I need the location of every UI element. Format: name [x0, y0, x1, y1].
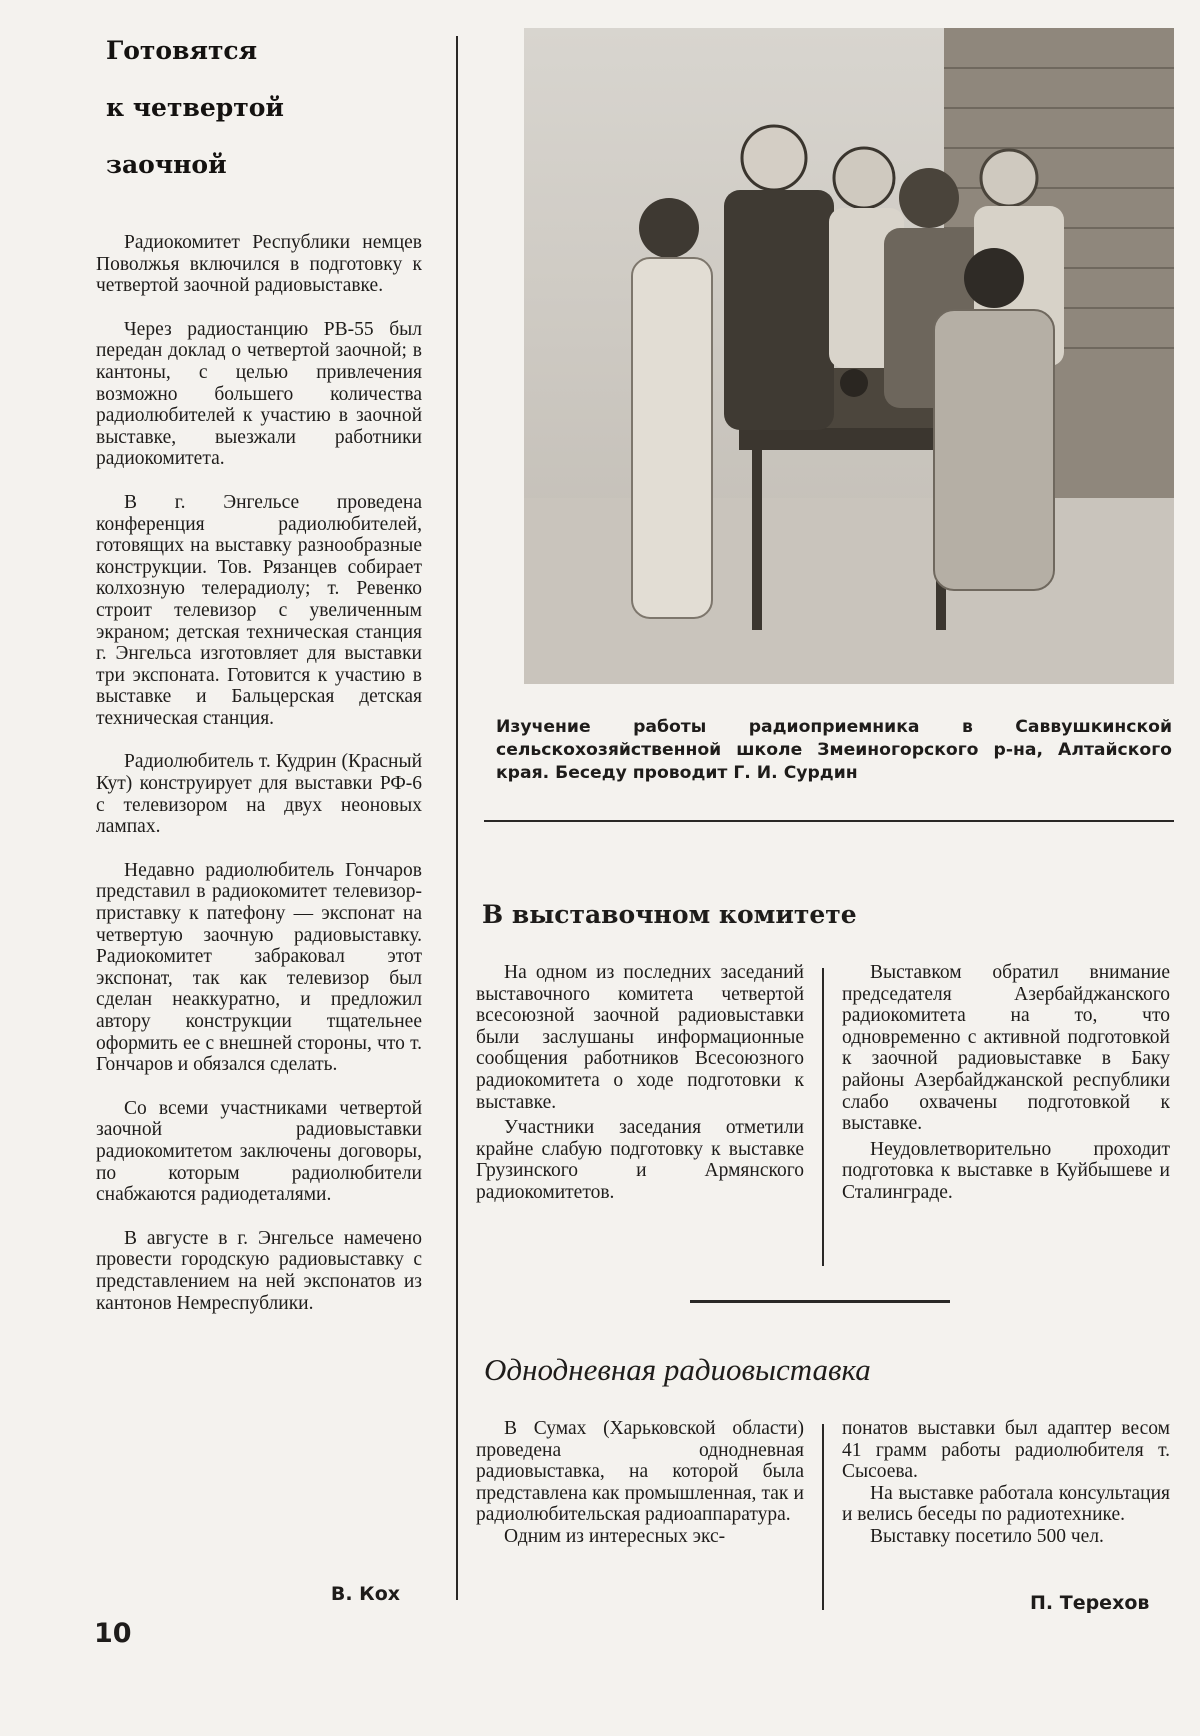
- left-paragraph-6: Со всеми участниками четвертой заочной радиовыставки радиокомитетом заключены договоры, по которым радиолюбители снабжаются радиодеталями.: [96, 1097, 422, 1206]
- left-paragraph-1: Радиокомитет Республики немцев Поволжья включился в подготовку к четвертой заочной радиовыставке.: [96, 232, 422, 297]
- left-paragraph-2: Через радиостанцию РВ-55 был передан доклад о четвертой заочной; в кантоны, с целью привлечения возможно большего количества радиолюбителей к участию в заочной выставке, выезжали работники радиокомитета.: [96, 318, 422, 470]
- committee-column-1: [476, 962, 804, 1204]
- left-column-divider: [456, 36, 458, 1600]
- committee-paragraph-3: Выставком обратил внимание председателя Азербайджанского радиокомитета на то, что одновременно с активной подготовкой к заочной радиовыставке в Баку районы Азербайджанской республики слабо охвачены подготовкой к выставке.: [842, 962, 1170, 1135]
- oneday-paragraph-1: В Сумах (Харьковской области) проведена однодневная радиовыставка, на которой была представлена как промышленная, так и радиолюбительская радиоаппаратура.: [476, 1418, 804, 1526]
- oneday-article-title: Однодневная радиовыставка: [484, 1352, 871, 1387]
- photo-caption: Изучение работы радиоприемника в Саввушкинской сельскохозяйственной школе Змеиногорского р-на, Алтайского края. Беседу проводит Г. И. Сурдин: [496, 717, 1172, 783]
- left-paragraph-5: Недавно радиолюбитель Гончаров представил в радиокомитет телевизор-приставку к патефону — экспонат на четвертую заочную радиовыставку. Радиокомитет забраковал этот экспонат, так как телевизор был сделан неаккуратно, и предложил автору конструкции тщательнее оформить ее с внешней стороны, что т. Гончаров и обязался сделать.: [96, 859, 422, 1076]
- photo-illustration: [524, 28, 1174, 684]
- title-line-2: к четвертой: [106, 93, 284, 122]
- section-separator: [690, 1300, 950, 1303]
- oneday-paragraph-5: Выставку посетило 500 чел.: [870, 1525, 1104, 1547]
- committee-paragraph-2: Участники заседания отметили крайне слабую подготовку к выставке Грузинского и Армянского радиокомитетов.: [476, 1117, 804, 1203]
- left-paragraph-7: В августе в г. Энгельсе намечено провести городскую радиовыставку с представлением на ней экспонатов из кантонов Немреспублики.: [96, 1227, 422, 1314]
- left-paragraph-3: В г. Энгельсе проведена конференция радиолюбителей, готовящих на выставку разнообразные конструкции. Тов. Рязанцев собирает колхозную телерадиолу; т. Ревенко строит телевизор с увеличенным экраном; детская техническая станция г. Энгельса изготовляет для выставки три экспоната. Готовится к участию в выставке и Бальцерская детская техническая станция.: [96, 491, 422, 729]
- oneday-column-1: [476, 1418, 804, 1548]
- left-article-body: [96, 232, 422, 1336]
- oneday-paragraph-2: Одним из интересных экс-: [504, 1525, 726, 1547]
- oneday-column-2: [842, 1418, 1170, 1548]
- left-article-signature: В. Кох: [330, 1583, 400, 1605]
- committee-article-title: В выставочном комитете: [482, 900, 857, 929]
- caption-divider: [484, 820, 1174, 822]
- oneday-column-divider: [822, 1424, 824, 1610]
- oneday-paragraph-4: На выставке работала консультация и велись беседы по радиотехнике.: [842, 1482, 1170, 1526]
- left-article-title: [106, 22, 406, 193]
- photo-radio-class: [524, 28, 1174, 684]
- title-line-3: заочной: [106, 150, 227, 179]
- committee-column-divider: [822, 968, 824, 1266]
- title-line-1: Готовятся: [106, 36, 258, 65]
- oneday-article-signature: П. Терехов: [1030, 1592, 1150, 1614]
- committee-paragraph-1: На одном из последних заседаний выставочного комитета четвертой всесоюзной заочной радиовыставки были заслушаны информационные сообщения работников Всесоюзного радиокомитета о ходе подготовки к выставке.: [476, 962, 804, 1113]
- committee-paragraph-4: Неудовлетворительно проходит подготовка к выставке в Куйбышеве и Сталинграде.: [842, 1138, 1170, 1203]
- oneday-paragraph-3: понатов выставки был адаптер весом 41 грамм работы радиолюбителя т. Сысоева.: [842, 1418, 1170, 1483]
- committee-column-2: [842, 962, 1170, 1204]
- page-number: 10: [94, 1618, 132, 1649]
- left-paragraph-4: Радиолюбитель т. Кудрин (Красный Кут) конструирует для выставки РФ-6 с телевизором на двух неоновых лампах.: [96, 751, 422, 838]
